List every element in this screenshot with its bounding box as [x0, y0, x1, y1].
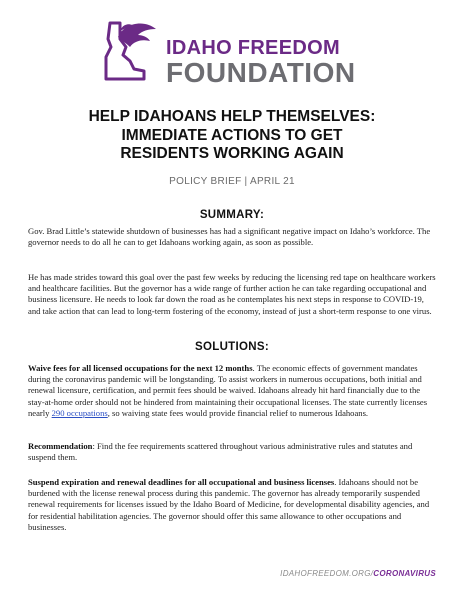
recommendation-text: : Find the fee requirements scattered throughout various administrative rules and statutes and suspend them.	[28, 441, 413, 463]
title-line-2: IMMEDIATE ACTIONS TO GET	[121, 126, 343, 144]
policy-brief-date: POLICY BRIEF | APRIL 21	[169, 176, 295, 187]
summary-paragraph-2: He has made strides toward this goal over the past few weeks by reducing the licensing red tape on healthcare workers and healthcare facilities. But the governor has a wide range of further action he can take regarding occupational and business licensure. He needs to look far down the road as he contemplates his next steps in response to COVID-19, and take action that can lead to long-term fostering of the economy, instead of just a short-term response to one virus.	[28, 272, 436, 316]
summary-heading: SUMMARY:	[199, 209, 265, 221]
logo-text-line1: IDAHO FREEDOM	[166, 37, 340, 59]
solutions-heading: SOLUTIONS:	[195, 341, 269, 353]
footer-url-path: CORONAVIRUS	[373, 569, 436, 578]
solution-waive-fees-tail: , so waiving state fees would provide financial relief to numerous Idahoans.	[107, 407, 369, 418]
title-line-3: RESIDENTS WORKING AGAIN	[120, 145, 344, 162]
title-line-1: HELP IDAHOANS HELP THEMSELVES:	[88, 108, 376, 125]
solution-waive-fees-title: Waive fees for all licensed occupations for the next 12 months	[28, 363, 253, 373]
idaho-state-eagle-logo-icon	[96, 17, 158, 83]
solution-waive-fees	[28, 363, 438, 419]
solution-suspend-deadlines-text: . Idahoans should not be burdened with the license renewal process during this pandemic. The governor has already temporarily suspended renewal requirements for licenses issued by the Idaho Board of Medicine, for developmental disability agencies, and for residential habilitation agencies. The governor should offer this same allowance to other occupations and businesses.	[28, 477, 430, 532]
logo-text-line2: FOUNDATION	[166, 57, 356, 88]
solution-waive-fees-text: . The economic effects of government mandates during the coronavirus pandemic will be longstanding. To assist workers in numerous occupations, both initial and renewal licensure, certification, and permit fees should be waived. Idahoans already hit hard financially due to the stay-at-home order should not be hindered from maintaining their occupational licenses. The state currently licenses nearly	[28, 363, 428, 418]
summary-paragraph-1: Gov. Brad Little’s statewide shutdown of businesses has had a significant negative impact on Idaho’s workforce. The governor needs to do all he can to get Idahoans working again, as soon as possible.	[28, 226, 431, 248]
recommendation-paragraph	[28, 441, 438, 463]
solution-suspend-deadlines-title: Suspend expiration and renewal deadlines for all occupational and business licenses	[28, 477, 335, 487]
occupations-link[interactable]: 290 occupations	[51, 407, 108, 418]
foundation-logo[interactable]	[96, 17, 386, 88]
footer-url[interactable]	[280, 569, 436, 578]
recommendation-label: Recommendation	[28, 441, 93, 451]
footer-url-domain: IDAHOFREEDOM.ORG/	[280, 569, 374, 578]
page-title	[40, 108, 424, 164]
solution-suspend-deadlines	[28, 477, 438, 533]
